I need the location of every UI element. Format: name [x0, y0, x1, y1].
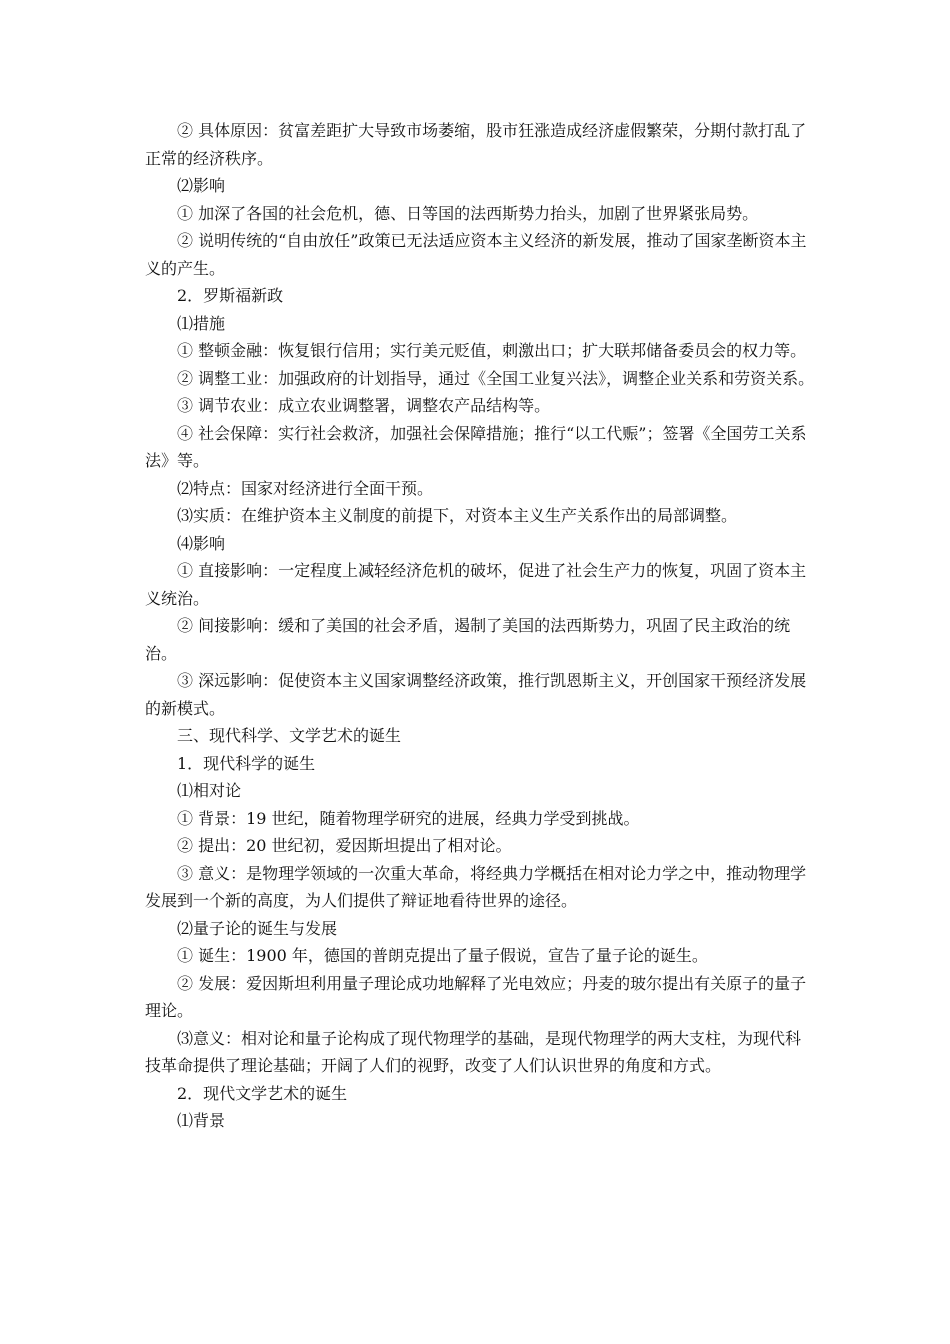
paragraph-21: ② 提出：20 世纪初，爱因斯坦提出了相对论。 [177, 836, 512, 855]
paragraph-11: ⑵特点：国家对经济进行全面干预。 [177, 478, 434, 498]
paragraph-23: ⑵量子论的诞生与发展 [177, 918, 338, 938]
paragraph-24: ① 诞生：1900 年，德国的普朗克提出了量子假说，宣告了量子论的诞生。 [177, 946, 708, 965]
paragraph-2: ⑵影响 [177, 176, 226, 195]
paragraph-20: ① 背景：19 世纪，随着物理学研究的进展，经典力学受到挑战。 [177, 808, 640, 828]
paragraph-6: ⑴措施 [177, 313, 226, 333]
paragraph-10: ④ 社会保障：实行社会救济，加强社会保障措施；推行“以工代赈”；签署《全国劳工关系法》等。 [145, 423, 807, 470]
paragraph-12: ⑶实质：在维护资本主义制度的前提下，对资本主义生产关系作出的局部调整。 [177, 506, 738, 525]
paragraph-7: ① 整顿金融：恢复银行信用；实行美元贬值，刺激出口；扩大联邦储备委员会的权力等。 [177, 341, 807, 360]
paragraph-9: ③ 调节农业：成立农业调整署，调整农产品结构等。 [177, 396, 551, 415]
paragraph-18: 1．现代科学的诞生 [177, 753, 316, 773]
paragraph-27: 2．现代文学艺术的诞生 [177, 1083, 348, 1103]
paragraph-1: ② 具体原因：贫富差距扩大导致市场萎缩，股市狂涨造成经济虚假繁荣，分期付款打乱了正常的经济秩序。 [145, 121, 807, 168]
paragraph-25: ② 发展：爱因斯坦利用量子理论成功地解释了光电效应；丹麦的玻尔提出有关原子的量子理论。 [145, 973, 807, 1020]
paragraph-4: ② 说明传统的“自由放任”政策已无法适应资本主义经济的新发展，推动了国家垄断资本主义的产生。 [145, 231, 807, 278]
paragraph-5: 2．罗斯福新政 [177, 286, 284, 305]
paragraph-8: ② 调整工业：加强政府的计划指导，通过《全国工业复兴法》，调整企业关系和劳资关系。 [177, 368, 815, 388]
paragraph-15: ② 间接影响：缓和了美国的社会矛盾，遏制了美国的法西斯势力，巩固了民主政治的统治。 [145, 616, 791, 663]
paragraph-19: ⑴相对论 [177, 781, 242, 800]
paragraph-26: ⑶意义：相对论和量子论构成了现代物理学的基础，是现代物理学的两大支柱，为现代科技革命提供了理论基础；开阔了人们的视野，改变了人们认识世界的角度和方式。 [145, 1028, 802, 1075]
paragraph-28: ⑴背景 [177, 1111, 226, 1130]
section-heading-3: 三、现代科学、文学艺术的诞生 [177, 726, 402, 745]
document-page [145, 117, 815, 1135]
paragraph-14: ① 直接影响：一定程度上减轻经济危机的破坏，促进了社会生产力的恢复，巩固了资本主义统治。 [145, 561, 807, 608]
paragraph-22: ③ 意义：是物理学领域的一次重大革命，将经典力学概括在相对论力学之中，推动物理学发展到一个新的高度，为人们提供了辩证地看待世界的途径。 [145, 863, 807, 910]
paragraph-13: ⑷影响 [177, 533, 226, 553]
paragraph-3: ① 加深了各国的社会危机，德、日等国的法西斯势力抬头，加剧了世界紧张局势。 [177, 203, 759, 223]
paragraph-16: ③ 深远影响：促使资本主义国家调整经济政策，推行凯恩斯主义，开创国家干预经济发展的新模式。 [145, 671, 807, 718]
